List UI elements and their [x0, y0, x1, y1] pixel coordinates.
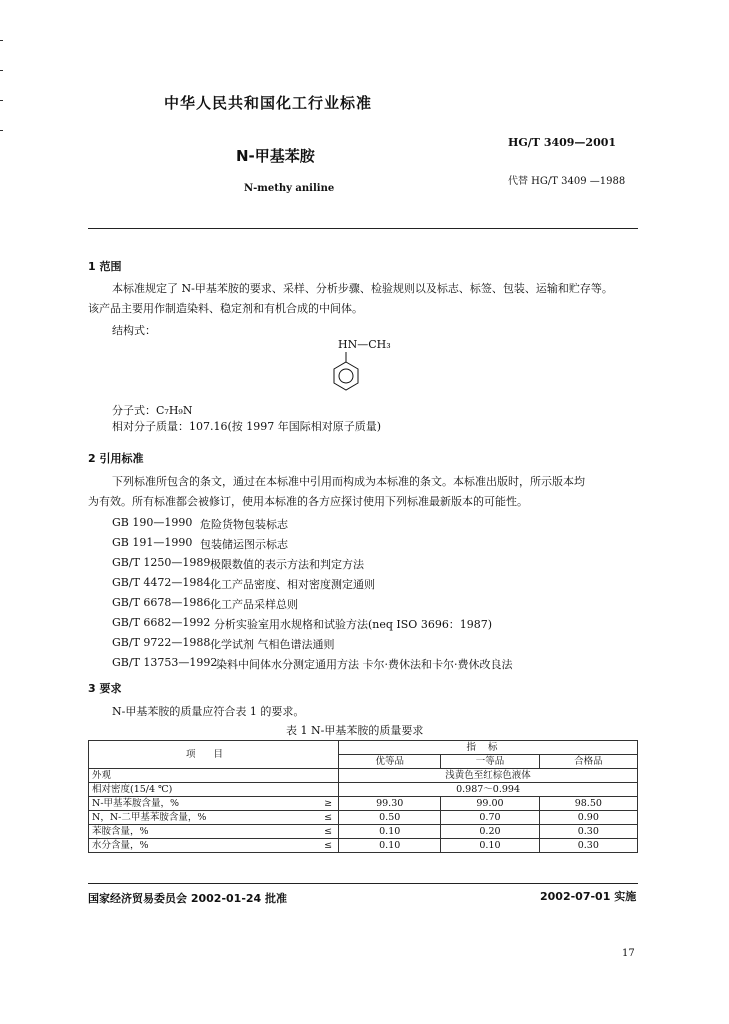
reference-standard-code: GB 190—1990 [112, 516, 193, 529]
footer-rule [88, 883, 638, 884]
table-cell-symbol: ≤ [294, 839, 339, 853]
section-3-heading: 3 要求 [88, 682, 122, 695]
reference-title: 化学试剂 气相色谱法通则 [210, 638, 335, 651]
reference-title: 染料中间体水分测定通用方法 卡尔·费休法和卡尔·费休改良法 [216, 658, 513, 671]
section-2-paragraph-line: 为有效。所有标准都会被修订，使用本标准的各方应探讨使用下列标准最新版本的可能性。 [88, 495, 528, 508]
reference-standard-code: GB 191—1990 [112, 536, 193, 549]
table-cell-value: 0.20 [441, 825, 539, 839]
header-rule [88, 228, 638, 229]
table-row [89, 783, 638, 797]
reference-title: 包装储运图示标志 [200, 538, 288, 551]
table-cell-value: 0.987～0.994 [339, 783, 638, 797]
reference-title: 化工产品密度、相对密度测定通则 [210, 578, 375, 591]
reference-title: 极限数值的表示方法和判定方法 [210, 558, 364, 571]
table-row [89, 825, 638, 839]
reference-standard-code: GB/T 1250—1989 [112, 556, 211, 569]
effective-date: 2002-07-01 实施 [540, 890, 637, 903]
scan-edge-mark [0, 40, 3, 41]
table-cell-value: 0.10 [441, 839, 539, 853]
table-row [89, 797, 638, 811]
table-row [89, 811, 638, 825]
section-1-heading: 1 范围 [88, 260, 122, 273]
table-row [89, 769, 638, 783]
reference-title: 分析实验室用水规格和试验方法(neq ISO 3696：1987) [214, 618, 493, 631]
table-cell-item: 苯胺含量，% [89, 825, 294, 839]
structural-formula [330, 338, 391, 398]
quality-requirements-table [88, 740, 638, 853]
scan-edge-mark [0, 130, 3, 131]
section-3-paragraph: N-甲基苯胺的质量应符合表 1 的要求。 [112, 705, 305, 718]
table-cell-value: 0.30 [539, 825, 637, 839]
page-number: 17 [622, 948, 635, 959]
section-2-paragraph-line: 下列标准所包含的条文，通过在本标准中引用而构成为本标准的条文。本标准出版时，所示版本均 [112, 475, 585, 488]
table-row [89, 839, 638, 853]
table-header-spec: 指标 [339, 741, 638, 755]
reference-title: 化工产品采样总则 [210, 598, 298, 611]
scan-edge-mark [0, 70, 3, 71]
molecular-formula: 分子式：C₇H₉N [112, 404, 193, 417]
reference-standard-code: GB/T 6678—1986 [112, 596, 211, 609]
table-cell-value: 浅黄色至红棕色液体 [339, 769, 638, 783]
replaces-standard: 代替 HG/T 3409 —1988 [508, 176, 626, 187]
standard-org-title: 中华人民共和国化工行业标准 [164, 94, 373, 112]
table-cell-value: 99.00 [441, 797, 539, 811]
document-title-cn: N-甲基苯胺 [236, 147, 315, 165]
table-cell-value: 0.10 [339, 825, 441, 839]
table-cell-value: 99.30 [339, 797, 441, 811]
section-1-paragraph-line: 该产品主要用作制造染料、稳定剂和有机合成的中间体。 [88, 302, 363, 315]
table-cell-value: 0.70 [441, 811, 539, 825]
table-cell-value: 0.10 [339, 839, 441, 853]
table-cell-item: 水分含量，% [89, 839, 294, 853]
structural-formula-group: HN—CH₃ [338, 338, 391, 351]
reference-standard-code: GB/T 9722—1988 [112, 636, 211, 649]
table-cell-item: 相对密度(15/4 ℃) [89, 783, 339, 797]
section-2-heading: 2 引用标准 [88, 452, 144, 465]
relative-molecular-mass: 相对分子质量：107.16(按 1997 年国际相对原子质量) [112, 420, 382, 433]
table-cell-symbol: ≤ [294, 825, 339, 839]
table-header-item: 项目 [89, 741, 339, 769]
table-cell-item: 外观 [89, 769, 339, 783]
reference-standard-code: GB/T 13753—1992 [112, 656, 218, 669]
grade-header: 优等品 [339, 755, 441, 769]
table-cell-value: 0.50 [339, 811, 441, 825]
approval-info: 国家经济贸易委员会 2002-01-24 批准 [88, 892, 288, 905]
structure-label: 结构式： [112, 324, 156, 337]
table-cell-value: 98.50 [539, 797, 637, 811]
table-cell-value: 0.90 [539, 811, 637, 825]
document-title-en: N-methy aniline [244, 183, 335, 194]
reference-title: 危险货物包装标志 [200, 518, 288, 531]
scan-edge-mark [0, 100, 3, 101]
table-cell-value: 0.30 [539, 839, 637, 853]
table-caption: 表 1 N-甲基苯胺的质量要求 [286, 724, 424, 737]
grade-header: 合格品 [539, 755, 637, 769]
table-header-row [89, 741, 638, 755]
table-cell-item: N，N-二甲基苯胺含量，% [89, 811, 294, 825]
table-cell-item: N-甲基苯胺含量，% [89, 797, 294, 811]
grade-header: 一等品 [441, 755, 539, 769]
table-cell-symbol: ≥ [294, 797, 339, 811]
section-1-paragraph-line: 本标准规定了 N-甲基苯胺的要求、采样、分析步骤、检验规则以及标志、标签、包装、运输和贮存等。 [112, 282, 613, 295]
table-cell-symbol: ≤ [294, 811, 339, 825]
reference-standard-code: GB/T 4472—1984 [112, 576, 211, 589]
reference-standard-code: GB/T 6682—1992 [112, 616, 211, 629]
standard-code: HG/T 3409—2001 [508, 136, 617, 149]
